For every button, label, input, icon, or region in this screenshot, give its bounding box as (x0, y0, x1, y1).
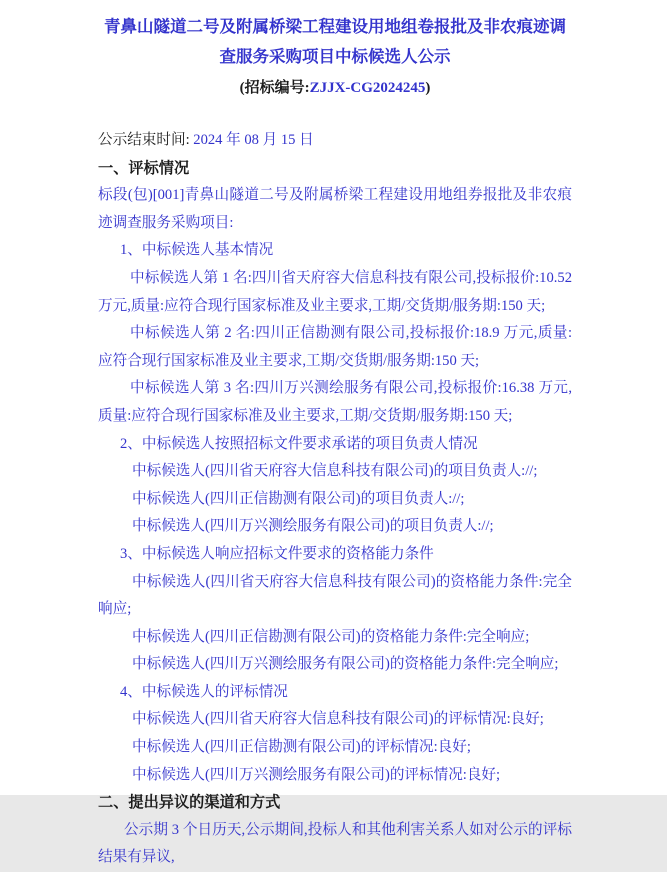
candidate-1-qualification: 中标候选人(四川省天府容大信息科技有限公司)的资格能力条件:完全响应; (98, 573, 572, 618)
candidate-3-project-manager: 中标候选人(四川万兴测绘服务有限公司)的项目负责人://; (132, 518, 494, 535)
candidate-2-basic-info: 中标候选人第 2 名:四川正信勘测有限公司,投标报价:18.9 万元,质量:应符合现行国家标准及业主要求,工期/交货期/服务期:150 天; (98, 325, 572, 369)
candidate-3-evaluation: 中标候选人(四川万兴测绘服务有限公司)的评标情况:良好; (132, 766, 501, 783)
candidate-2-project-manager: 中标候选人(四川正信勘测有限公司)的项目负责人://; (132, 490, 465, 507)
subsection-2-heading: 2、中标候选人按照招标文件要求承诺的项目负责人情况 (120, 435, 478, 452)
section-2-objection-paragraph: 公示期 3 个日历天,公示期间,投标人和其他利害关系人如对公示的评标结果有异议, (98, 821, 572, 866)
subsection-4-heading: 4、中标候选人的评标情况 (120, 683, 288, 700)
publicity-end-value: 2024 年 08 月 15 日 (193, 132, 314, 148)
subsection-1-heading: 1、中标候选人基本情况 (120, 242, 274, 259)
tender-number-label: (招标编号: (239, 80, 310, 96)
publicity-end-line (98, 127, 572, 155)
tender-number-close-paren: ) (425, 80, 431, 96)
publicity-end-label: 公示结束时间: (98, 132, 190, 148)
candidate-1-project-manager: 中标候选人(四川省天府容大信息科技有限公司)的项目负责人://; (132, 463, 538, 480)
candidate-1-evaluation: 中标候选人(四川省天府容大信息科技有限公司)的评标情况:良好; (132, 711, 544, 728)
tender-number-code: ZJJX-CG2024245 (309, 80, 426, 96)
candidate-3-qualification: 中标候选人(四川万兴测绘服务有限公司)的资格能力条件:完全响应; (132, 656, 559, 673)
subsection-3-heading: 3、中标候选人响应招标文件要求的资格能力条件 (120, 545, 434, 562)
doc-title: 青鼻山隧道二号及附属桥梁工程建设用地组卷报批及非农痕迹调查服务采购项目中标候选人公示 (104, 17, 566, 66)
section-1-heading: 一、评标情况 (98, 159, 190, 177)
section-2-heading: 二、提出异议的渠道和方式 (98, 794, 281, 812)
section-1-intro: 标段(包)[001]青鼻山隧道二号及附属桥梁工程建设用地组券报批及非农痕迹调查服务采购项目: (98, 187, 572, 231)
doc-body (98, 127, 572, 872)
candidate-3-basic-info: 中标候选人第 3 名:四川万兴测绘服务有限公司,投标报价:16.38 万元,质量:应符合现行国家标准及业主要求,工期/交货期/服务期:150 天; (98, 380, 572, 424)
candidate-2-qualification: 中标候选人(四川正信勘测有限公司)的资格能力条件:完全响应; (132, 628, 530, 645)
candidate-2-evaluation: 中标候选人(四川正信勘测有限公司)的评标情况:良好; (132, 739, 471, 756)
tender-number-line (98, 73, 572, 103)
candidate-1-basic-info: 中标候选人第 1 名:四川省天府容大信息科技有限公司,投标报价:10.52 万元,质量:应符合现行国家标准及业主要求,工期/交货期/服务期:150 天; (98, 269, 572, 314)
